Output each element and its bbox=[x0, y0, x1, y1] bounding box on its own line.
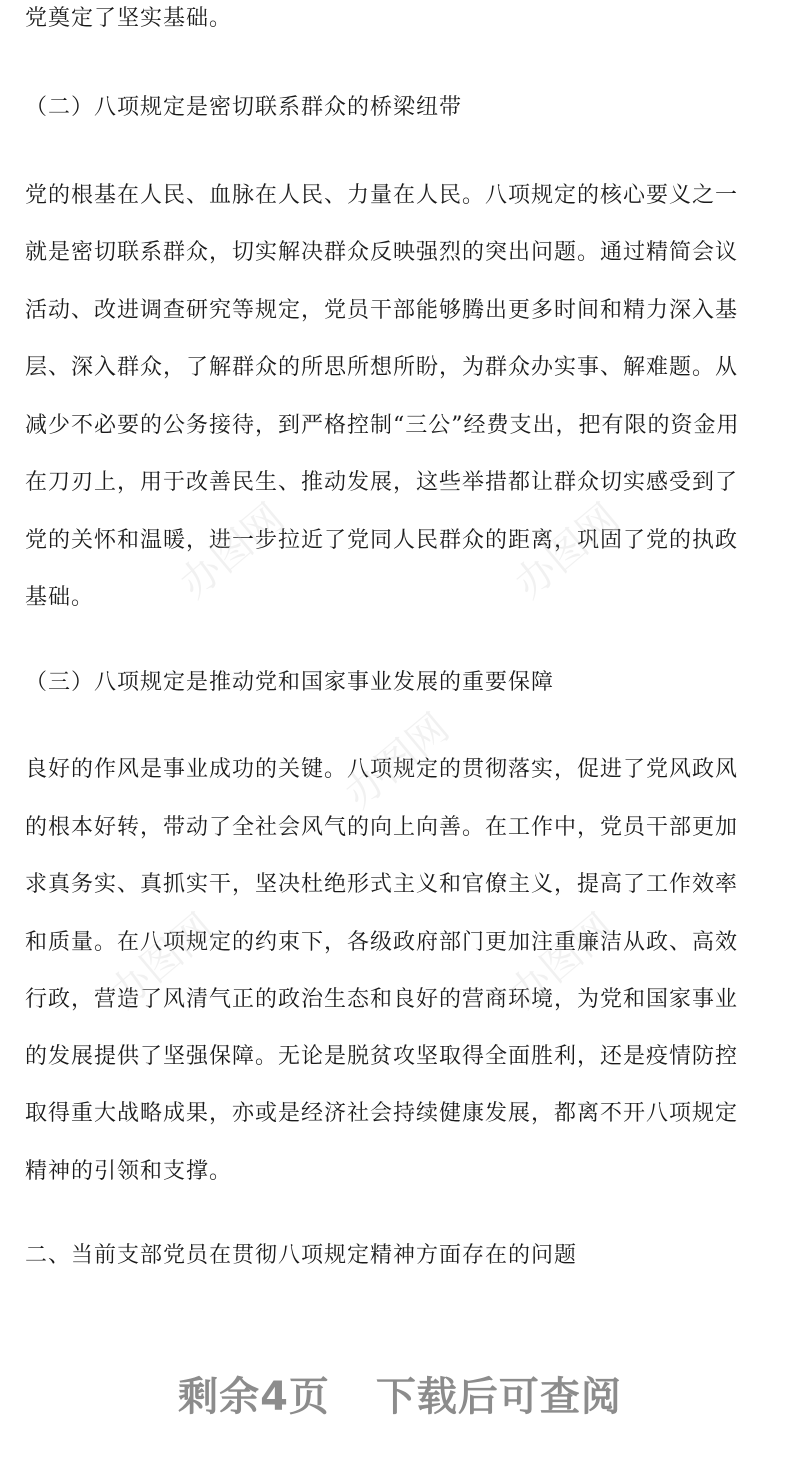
download-prompt-banner[interactable] bbox=[0, 1365, 800, 1422]
download-to-view-label: 下载后可查阅 bbox=[375, 1374, 622, 1420]
text-line-5: 活动、改进调查研究等规定，党员干部能够腾出更多时间和精力深入基 bbox=[25, 298, 739, 323]
watermark: 办图网 bbox=[501, 904, 623, 1018]
text-line-9: 党的关怀和温暖，进一步拉近了党同人民群众的距离，巩固了党的执政 bbox=[25, 528, 739, 553]
text-line-15: 和质量。在八项规定的约束下，各级政府部门更加注重廉洁从政、高效 bbox=[25, 930, 739, 955]
remaining-pages-label: 剩余4页 bbox=[178, 1374, 330, 1420]
watermark: 办图网 bbox=[101, 904, 223, 1018]
text-line-7: 减少不必要的公务接待，到严格控制“三公”经费支出，把有限的资金用 bbox=[25, 413, 740, 438]
section-heading-3: （三）八项规定是推动党和国家事业发展的重要保障 bbox=[25, 670, 555, 695]
watermark: 办图网 bbox=[506, 494, 628, 608]
text-line-16: 行政，营造了风清气正的政治生态和良好的营商环境，为党和国家事业 bbox=[25, 987, 739, 1012]
text-line-14: 求真务实、真抓实干，坚决杜绝形式主义和官僚主义，提高了工作效率 bbox=[25, 872, 739, 897]
watermark: 办图网 bbox=[336, 704, 458, 818]
text-line-19: 精神的引领和支撑。 bbox=[25, 1159, 233, 1184]
text-line-17: 的发展提供了坚强保障。无论是脱贫攻坚取得全面胜利，还是疫情防控 bbox=[25, 1044, 739, 1069]
text-line-3: 党的根基在人民、血脉在人民、力量在人民。八项规定的核心要义之一 bbox=[25, 183, 739, 208]
text-line-13: 的根本好转，带动了全社会风气的向上向善。在工作中，党员干部更加 bbox=[25, 815, 739, 840]
text-line-1: 党奠定了坚实基础。 bbox=[25, 6, 233, 31]
text-line-18: 取得重大战略成果，亦或是经济社会持续健康发展，都离不开八项规定 bbox=[25, 1101, 739, 1126]
section-heading-2: （二）八项规定是密切联系群众的桥梁纽带 bbox=[25, 95, 463, 120]
text-line-4: 就是密切联系群众，切实解决群众反映强烈的突出问题。通过精简会议 bbox=[25, 240, 739, 265]
text-line-8: 在刀刃上，用于改善民生、推动发展，这些举措都让群众切实感受到了 bbox=[25, 470, 739, 495]
text-line-12: 良好的作风是事业成功的关键。八项规定的贯彻落实，促进了党风政风 bbox=[25, 757, 739, 782]
chapter-heading-2: 二、当前支部党员在贯彻八项规定精神方面存在的问题 bbox=[25, 1243, 578, 1268]
text-line-10: 基础。 bbox=[25, 585, 95, 610]
text-line-6: 层、深入群众，了解群众的所思所想所盼，为群众办实事、解难题。从 bbox=[25, 355, 739, 380]
watermark: 办图网 bbox=[171, 494, 293, 608]
